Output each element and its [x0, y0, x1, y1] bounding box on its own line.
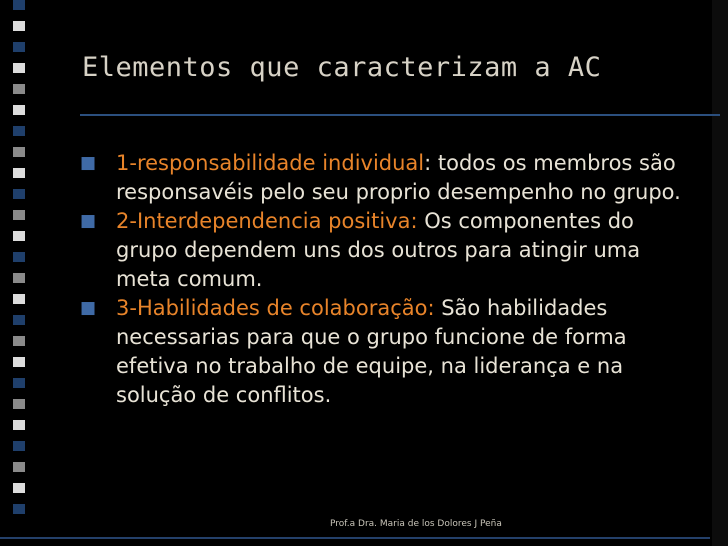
decoration-square	[13, 84, 25, 94]
bullet-item	[78, 294, 698, 410]
decoration-square	[13, 441, 25, 451]
decoration-square	[13, 42, 25, 52]
decoration-square	[13, 231, 25, 241]
bullet-label: 3-Habilidades de colaboração:	[116, 296, 435, 320]
decoration-square	[13, 21, 25, 31]
decoration-square	[13, 399, 25, 409]
decoration-square	[13, 357, 25, 367]
bottom-rule	[0, 537, 710, 539]
decoration-square	[13, 126, 25, 136]
bullet-item	[78, 149, 698, 207]
decoration-square	[13, 315, 25, 325]
decoration-square	[13, 0, 25, 10]
bullet-label: 1-responsabilidade individual	[116, 151, 425, 175]
bullet-list	[78, 149, 698, 410]
square-bullet-icon: ■	[80, 211, 97, 231]
decoration-square	[13, 462, 25, 472]
decoration-square	[13, 378, 25, 388]
bullet-label: 2-Interdependencia positiva:	[116, 209, 418, 233]
bullet-text: : todos os membros são responsavéis pelo seu proprio desempenho no grupo.	[116, 151, 681, 204]
decoration-square	[13, 210, 25, 220]
decoration-square	[13, 294, 25, 304]
bullet-text: São habilidades necessarias para que o grupo funcione de forma efetiva no trabalho de equipe, na liderança e na solução de conflitos.	[116, 296, 627, 407]
slide-footer: Prof.a Dra. Maria de los Dolores J Peña	[330, 519, 502, 529]
decoration-square	[13, 168, 25, 178]
decoration-square	[13, 105, 25, 115]
decoration-square	[13, 63, 25, 73]
bullet-item	[78, 207, 698, 294]
decoration-square	[13, 483, 25, 493]
right-edge-bar	[712, 0, 728, 546]
decoration-square	[13, 504, 25, 514]
decoration-square	[13, 273, 25, 283]
square-bullet-icon: ■	[80, 298, 97, 318]
left-decoration-squares	[13, 0, 29, 525]
title-underline	[80, 114, 720, 116]
square-bullet-icon: ■	[80, 153, 97, 173]
decoration-square	[13, 420, 25, 430]
decoration-square	[13, 252, 25, 262]
decoration-square	[13, 336, 25, 346]
decoration-square	[13, 189, 25, 199]
bullet-text: Os componentes do grupo dependem uns dos outros para atingir uma meta comum.	[116, 209, 641, 291]
decoration-square	[13, 147, 25, 157]
slide-title: Elementos que caracterizam a AC	[82, 52, 602, 83]
